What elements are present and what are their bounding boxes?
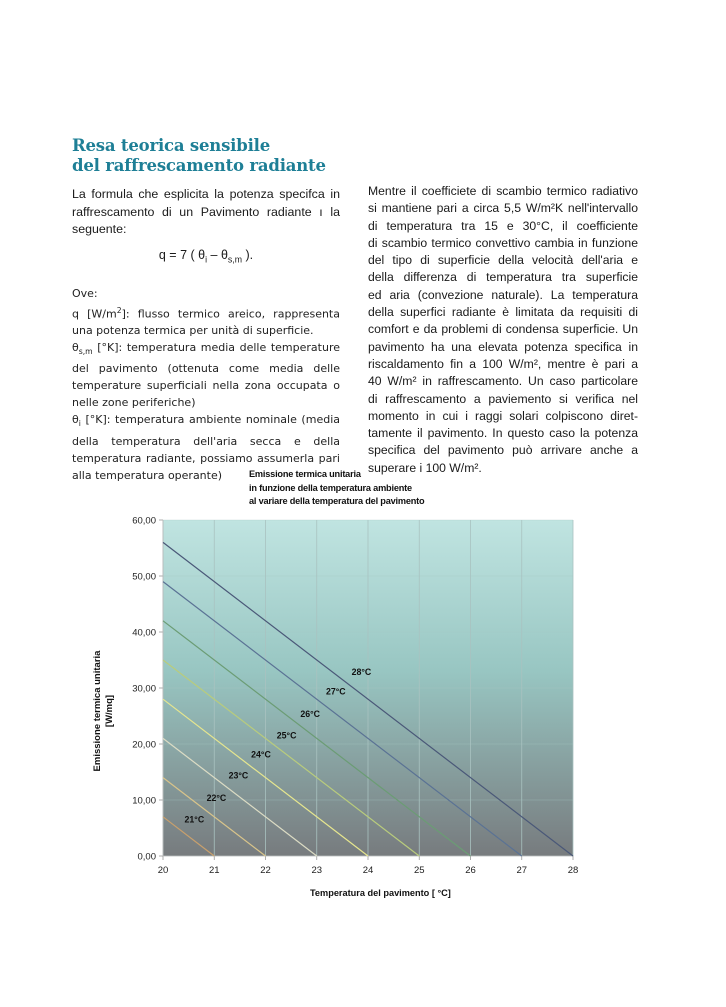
x-tick-label: 22 [260,865,271,876]
paragraph-line: pavimento ha una elevata potenza specifica in [368,339,638,354]
series-label: 22°C [206,793,227,804]
paragraph-line: superare i 100 W/m². [368,460,482,475]
formula: q = 7 ( $\theta_i - \theta_{s,m}$ ). [158,247,254,264]
y-tick-label: 20,00 [132,739,156,751]
paragraph-line: di temperatura tra 15 e 30°C, il coefficiente [368,218,638,233]
y-tick-label: 0,00 [137,851,156,863]
paragraph-line: 40 W/m² in raffrescamento. Un caso particolare [368,374,638,389]
paragraph-line: di scambio termico convettivo cambia in funzione [368,235,638,250]
heading-line-1: Resa teorica sensibile [72,136,271,155]
chart-title-line-1: Emissione termica unitaria [249,469,361,479]
y-axis-label-line-1: Emissione termica unitaria [92,650,103,772]
y-axis-label-line-2: [W/mq] [104,694,115,728]
y-axis-label [92,636,116,786]
paragraph-line: specifica del pavimento può arrivare anche a [368,443,638,458]
paragraph-line: tamente il pavimento. In questo caso la potenza [368,426,638,441]
paragraph-line: della superfici radiante è limitata da requisiti di [368,305,638,320]
x-tick-label: 28 [567,865,579,876]
paragraph-line: del tipo di superficie della velocità dell'aria e [368,253,638,268]
intro-paragraph: La formula che esplicita la potenza specifca in raffrescamento di un Pavimento radiante ı la seguente: [72,187,340,236]
paragraph-line: comfort e da problemi di condensa superficie. Un [368,322,638,337]
paragraph-line: si mantiene pari a circa 5,5 W/m²K nell'intervallo [368,201,638,216]
paragraph-line: della differenza di temperatura tra superficie [368,270,638,285]
paragraph-line: ed aria (convezione naturale). La temperatura [368,287,638,302]
chart-title-line-3: al variare della temperatura del pavimento [249,496,425,506]
y-tick-label: 50,00 [132,571,156,583]
series-label: 25°C [276,730,297,741]
x-tick-label: 26 [465,865,476,876]
ove-label: Ove: [72,286,98,300]
series-label: 24°C [251,749,271,760]
x-tick-label: 21 [208,865,220,876]
y-tick-label: 30,00 [132,683,156,695]
x-axis-label: Temperatura del pavimento [ °C] [310,888,451,898]
paragraph-line: Mentre il coefficiete di scambio termico radiativo [368,184,638,198]
paragraph-line: momento in cui i raggi solari colpiscono diret- [368,408,638,423]
y-tick-label: 60,00 [132,515,156,527]
y-tick-label: 10,00 [132,795,156,807]
series-label: 23°C [228,770,249,781]
paragraph-line: di raffrescamento a paviemento si verifica nel [368,391,638,406]
series-label: 28°C [351,667,372,678]
series-label: 26°C [300,709,321,720]
y-tick-label: 40,00 [132,627,156,639]
definition-theta-sm: $\theta_{s,m}$ [°K]: temperatura media delle temperature del pavimento (ottenuta come media delle temperature superficiali nella zona occupata o nelle zone periferiche) [72,341,340,410]
x-tick-label: 27 [516,865,528,876]
x-tick-label: 24 [362,865,374,876]
x-tick-label: 20 [157,865,169,876]
x-tick-label: 23 [311,865,323,876]
x-tick-label: 25 [413,865,425,876]
definition-q: q $[W/m^2]$: flusso termico areico, rappresenta una potenza termica per unità di superficie. [72,305,340,338]
paragraph-line: riscaldamento fin a 100 W/m², mentre è pari a [368,356,638,371]
series-label: 21°C [184,814,205,825]
definition-theta-i: $\theta_i$ [°K]: temperatura ambiente nominale (media della temperatura dell'aria secca e della temperatura radiante, possiamo assumerla pari alla temperatura operante) [72,413,340,482]
series-label: 27°C [325,686,346,697]
heading-line-2: del raffrescamento radiante [72,156,326,175]
chart-title-line-2: in funzione della temperatura ambiente [249,482,412,493]
